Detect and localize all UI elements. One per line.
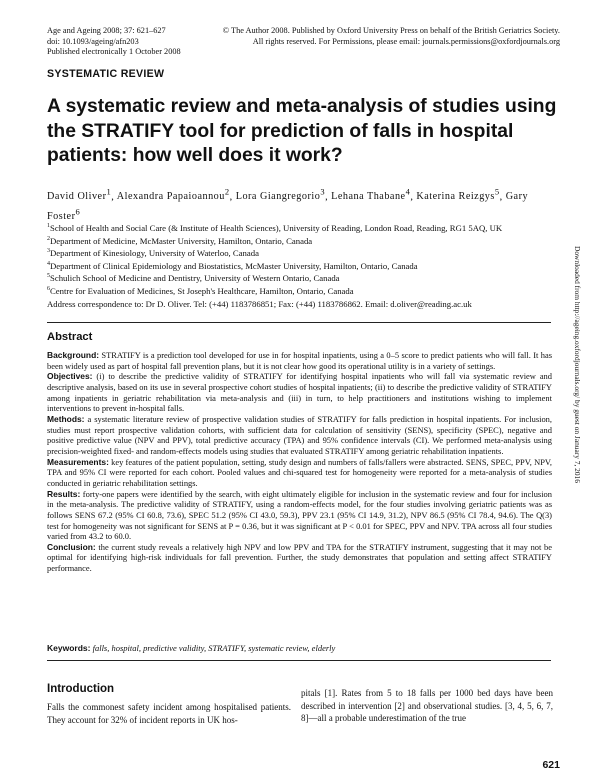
author: Katerina Reizgys$^5$ [416, 187, 500, 203]
abstract-objectives: Objectives: (i) to describe the predictive validity of STRATIFY for identifying hospital inpatients who will fall via systematic review and descriptive analysis, based on its use in several prospective cohort studies of hospital inpatients; (ii) to describe the predictive validity of STRATIFY among inpatients in geriatric rehabilitation via meta-analysis and (iii) in turn, to help practitioners and institutions wishing to implement interventions to prevent in-hospital falls. [47, 371, 552, 414]
abstract-background: Background: STRATIFY is a prediction tool developed for use in for hospital inpatients, using a 0–5 score to predict patients who will fall. It has been widely used as part of hospital fall prevention plans, but it is not clear how good its operational utility is in a variety of settings. [47, 350, 552, 371]
section-label: SYSTEMATIC REVIEW [47, 68, 165, 80]
abstract-results: Results: forty-one papers were identified by the search, with eight ultimately eligible for inclusion in the systematic review and four for inclusion in the meta-analysis. The predictive validity of STRATIFY, using a random-effects model, for the four studies involving geriatric patients was as follows SENS 67.2 (95% CI 60.8, 73.6), SPEC 51.2 (95% CI 43.0, 59.3), PPV 23.1 (95% CI 14.9, 31.2), NPV 86.5 (95% CI 78.4, 94.6). The Q(3) test for homogeneity was not significant for SENS at P = 0.36, but it was significant at P < 0.01 for SPEC, PPV and NPV. TPA across all four studies varied from 43.2 to 60.0. [47, 488, 552, 542]
abstract-bottom-rule [47, 660, 551, 661]
author: Gary Foster$^6$ [47, 191, 529, 223]
keywords-list: falls, hospital, predictive validity, STRATIFY, systematic review, elderly [90, 643, 336, 653]
author: Lora Giangregorio$^3$ [235, 187, 326, 203]
author: Lehana Thabane$^4$ [331, 187, 411, 203]
affiliation: $^2$Department of Medicine, McMaster University, Hamilton, Ontario, Canada [47, 235, 313, 246]
article-title: A systematic review and meta-analysis of studies using the STRATIFY tool for prediction of falls in hospital patients: how well does it work? [47, 96, 557, 166]
abstract-heading: Abstract [47, 331, 93, 343]
abstract-conclusion: Conclusion: the current study reveals a relatively high NPV and low PPV and TPA for the STRATIFY instrument, suggesting that it may not be optimal for identifying high-risk individuals for fall prevention. Further, the study demonstrates that population and setting affect STRATIFY performance. [47, 541, 552, 574]
journal-citation [47, 26, 181, 58]
copyright-notice [223, 26, 560, 47]
introduction-heading: Introduction [47, 683, 115, 695]
citation-line: Age and Ageing 2008; 37: 621–627 [47, 26, 166, 35]
abstract-body [47, 350, 552, 574]
permissions-line: All rights reserved. For Permissions, please email: journals.permissions@oxfordjournals.org [252, 36, 560, 46]
body-column-right [301, 687, 553, 725]
published-line: Published electronically 1 October 2008 [47, 47, 181, 57]
author: Alexandra Papaioannou$^2$ [116, 187, 230, 203]
body-column-left [47, 701, 291, 726]
affiliation: $^4$Department of Clinical Epidemiology and Biostatistics, McMaster University, Hamilton, Ontario, Canada [47, 260, 418, 271]
affiliation: $^3$Department of Kinesiology, University of Waterloo, Canada [47, 248, 259, 259]
copyright-line: © The Author 2008. Published by Oxford University Press on behalf of the British Geriatrics Society. [222, 26, 560, 35]
affiliation: $^6$Centre for Evaluation of Medicines, St Joseph's Healthcare, Hamilton, Ontario, Canada [47, 285, 354, 296]
affiliation-list [47, 221, 502, 297]
download-watermark [572, 246, 584, 596]
affiliation: $^5$Schulich School of Medicine and Dentistry, University of Western Ontario, Canada [47, 273, 340, 284]
paragraph: Falls the commonest safety incident among hospitalised patients. They account for 32% of incident reports in UK hos- [47, 702, 291, 725]
keywords [47, 643, 335, 653]
download-notice: Downloaded from http://ageing.oxfordjournals.org/ by guest on January 7, 2016 [573, 246, 582, 483]
abstract-methods: Methods: a systematic literature review of prospective validation studies of STRATIFY for falls prediction in hospital inpatients. For inclusion, studies must report prospective validation cohorts, with sufficient data for calculation of sensitivity (SENS), specificity (SPEC), negative and positive predictive value (NPV and PPV), total predictive accuracy (TPA) and 95% confidence intervals (CI). We performed meta-analysis using precision-weighted fixed- and random-effects models using studies that evaluated STRATIFY among geriatric rehabilitation inpatients. [47, 413, 552, 456]
keywords-label: Keywords: [47, 643, 91, 653]
page-number: 621 [542, 759, 560, 771]
author-list: David Oliver$^1$, Alexandra Papaioannou$^2$, Lora Giangregorio$^3$, Lehana Thabane$^4$, Katerina Reizgys$^5$, Gary Foster$^6$ [47, 187, 529, 223]
abstract-top-rule [47, 322, 551, 323]
doi-line: doi: 10.1093/ageing/afn203 [47, 36, 139, 46]
author: David Oliver$^1$ [47, 187, 112, 203]
affiliation: $^1$School of Health and Social Care (& Institute of Health Sciences), University of Reading, London Road, Reading, RG1 5AQ, UK [47, 222, 503, 233]
correspondence-address: Address correspondence to: Dr D. Oliver. Tel: (+44) 1183786851; Fax: (+44) 1183786862. Email: d.oliver@reading.ac.uk [47, 299, 472, 309]
paragraph: pitals [1]. Rates from 5 to 18 falls per 1000 bed days have been described in intervention [2] and observational studies. [3, 4, 5, 6, 7, 8]—all a probable underestimation of the true [301, 688, 553, 723]
abstract-measurements: Measurements: key features of the patient population, setting, study design and numbers of falls/fallers were abstracted. SENS, SPEC, PPV, NPV, TPA and 95% CI were reported for each cohort. Pooled values and chi-squared test for homogeneity were reported for a meta-analysis of studies conducted in geriatric rehabilitation settings. [47, 456, 552, 488]
